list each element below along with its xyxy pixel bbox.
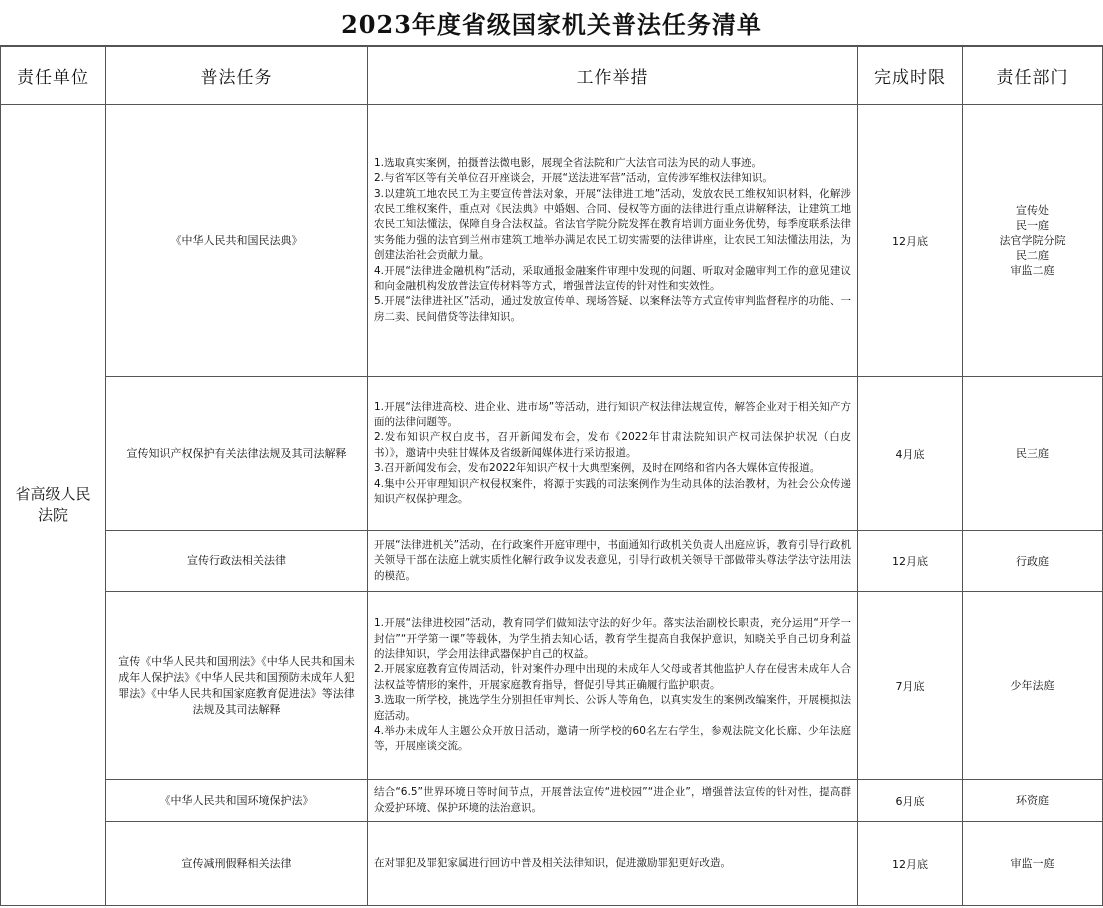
measure-item: 4.举办未成年人主题公众开放日活动，邀请一所学校的60名左右学生，参观法院文化长廊、少年法庭等，开展座谈交流。	[374, 725, 851, 753]
deadline-cell: 12月底	[858, 105, 963, 377]
deadline-cell: 12月底	[858, 822, 963, 906]
measures-cell	[368, 592, 858, 780]
measure-item: 3.选取一所学校，挑选学生分别担任审判长、公诉人等角色，以真实发生的案例改编案件，开展模拟法庭活动。	[374, 694, 851, 722]
measure-item: 4.集中公开审理知识产权侵权案件，将源于实践的司法案例作为生动具体的法治教材，为社会公众传递知识产权保护理念。	[374, 477, 851, 506]
task-cell: 宣传减刑假释相关法律	[106, 822, 368, 906]
measures-cell	[368, 531, 858, 592]
measures-cell	[368, 780, 858, 822]
dept-name: 环资庭	[1016, 794, 1049, 807]
dept-name: 民二庭	[1016, 249, 1049, 262]
measure-item: 1.开展“法律进校园”活动，教育同学们做知法守法的好少年。落实法治副校长职责，充分运用“开学一封信”“开学第一课”等载体，为学生捎去知心话，教育学生提高自我保护意识，知晓关乎自己切身利益的法律知识，学会用法律武器保护自己的权益。	[374, 617, 851, 660]
measure-item: 1.选取真实案例，拍摄普法微电影，展现全省法院和广大法官司法为民的动人事迹。	[374, 156, 763, 169]
task-cell: 《中华人民共和国民法典》	[106, 105, 368, 377]
dept-name: 法官学院分院	[999, 234, 1066, 247]
measure-item: 4.开展“法律进金融机构”活动，采取通报金融案件审理中发现的问题、听取对金融审判工作的意见建议和向金融机构发放普法宣传材料等方式，增强普法宣传的针对性和实效性。	[374, 264, 851, 293]
table-row	[1, 377, 1103, 531]
deadline-cell: 6月底	[858, 780, 963, 822]
dept-cell	[963, 822, 1103, 906]
measures-cell	[368, 105, 858, 377]
dept-cell	[963, 780, 1103, 822]
task-table	[0, 46, 1103, 906]
dept-cell	[963, 531, 1103, 592]
header-row	[1, 47, 1103, 105]
measure-item: 2.发布知识产权白皮书，召开新闻发布会，发布《2022年甘肃法院知识产权司法保护状况（白皮书）》，邀请中央驻甘媒体及省级新闻媒体进行采访报道。	[374, 431, 851, 459]
task-cell: 《中华人民共和国环境保护法》	[106, 780, 368, 822]
dept-name: 宣传处	[1016, 204, 1049, 217]
document-title: 2023年度省级国家机关普法任务清单	[0, 0, 1103, 46]
table-row	[1, 822, 1103, 906]
header-dept: 责任部门	[963, 47, 1103, 105]
header-measures: 工作举措	[368, 47, 858, 105]
responsible-unit-cell: 省高级人民法院	[1, 105, 106, 906]
table-row	[1, 105, 1103, 377]
dept-cell	[963, 592, 1103, 780]
measure-item: 3.以建筑工地农民工为主要宣传普法对象，开展“法律进工地”活动，发放农民工维权知识材料，化解涉农民工维权案件，重点对《民法典》中婚姻、合同、侵权等方面的法律进行重点讲解释法，让建筑工地农民工知法懂法，保障自身合法权益。省法官学院分院发挥在教育培训方面业务优势，每季度联系法律实务能力强的法官到兰州市建筑工地举办满足农民工切实需要的法律讲座，让农民工知法懂法用法，为创建法治社会贡献力量。	[374, 187, 851, 262]
header-deadline: 完成时限	[858, 47, 963, 105]
measure-item: 2.开展家庭教育宣传周活动，针对案件办理中出现的未成年人父母或者其他监护人存在侵害未成年人合法权益等情形的案件，开展家庭教育指导，督促引导其正确履行监护职责。	[374, 663, 851, 691]
measure-item: 5.开展“法律进社区”活动，通过发放宣传单、现场答疑、以案释法等方式宣传审判监督程序的功能、一房二卖、民间借贷等法律知识。	[374, 295, 851, 323]
deadline-cell: 7月底	[858, 592, 963, 780]
dept-name: 审监二庭	[1010, 264, 1055, 277]
task-cell: 宣传《中华人民共和国刑法》《中华人民共和国未成年人保护法》《中华人民共和国预防未成年人犯罪法》《中华人民共和国家庭教育促进法》等法律法规及其司法解释	[106, 592, 368, 780]
header-task: 普法任务	[106, 47, 368, 105]
measure-item: 结合“6.5”世界环境日等时间节点，开展普法宣传“进校园”“进企业”，增强普法宣传的针对性，提高群众爱护环境、保护环境的法治意识。	[374, 786, 851, 814]
task-cell: 宣传知识产权保护有关法律法规及其司法解释	[106, 377, 368, 531]
table-row	[1, 780, 1103, 822]
dept-name: 审监一庭	[1010, 857, 1055, 870]
dept-name: 行政庭	[1016, 554, 1049, 568]
measure-item: 2.与省军区等有关单位召开座谈会，开展“送法进军营”活动，宣传涉军维权法律知识。	[374, 172, 773, 185]
table-row	[1, 531, 1103, 592]
measures-cell	[368, 377, 858, 531]
measure-item: 在对罪犯及罪犯家属进行回访中普及相关法律知识，促进激励罪犯更好改造。	[374, 856, 731, 869]
table-row	[1, 592, 1103, 780]
measure-item: 1.开展“法律进高校、进企业、进市场”等活动，进行知识产权法律法规宣传，解答企业对于相关知产方面的法律问题等。	[374, 400, 851, 428]
dept-cell	[963, 105, 1103, 377]
dept-name: 少年法庭	[1010, 679, 1055, 692]
measure-item: 开展“法律进机关”活动，在行政案件开庭审理中，书面通知行政机关负责人出庭应诉，教育引导行政机关领导干部在法庭上就实质性化解行政争议发表意见，引导行政机关领导干部做带头尊法学法守法用法的模范。	[374, 538, 851, 582]
measures-cell	[368, 822, 858, 906]
dept-cell	[963, 377, 1103, 531]
header-unit: 责任单位	[1, 47, 106, 105]
measure-item: 3.召开新闻发布会，发布2022年知识产权十大典型案例，及时在网络和省内各大媒体宣传报道。	[374, 462, 821, 475]
deadline-cell: 4月底	[858, 377, 963, 531]
dept-name: 民一庭	[1016, 219, 1049, 232]
task-cell: 宣传行政法相关法律	[106, 531, 368, 592]
dept-name: 民三庭	[1016, 447, 1049, 460]
deadline-cell: 12月底	[858, 531, 963, 592]
